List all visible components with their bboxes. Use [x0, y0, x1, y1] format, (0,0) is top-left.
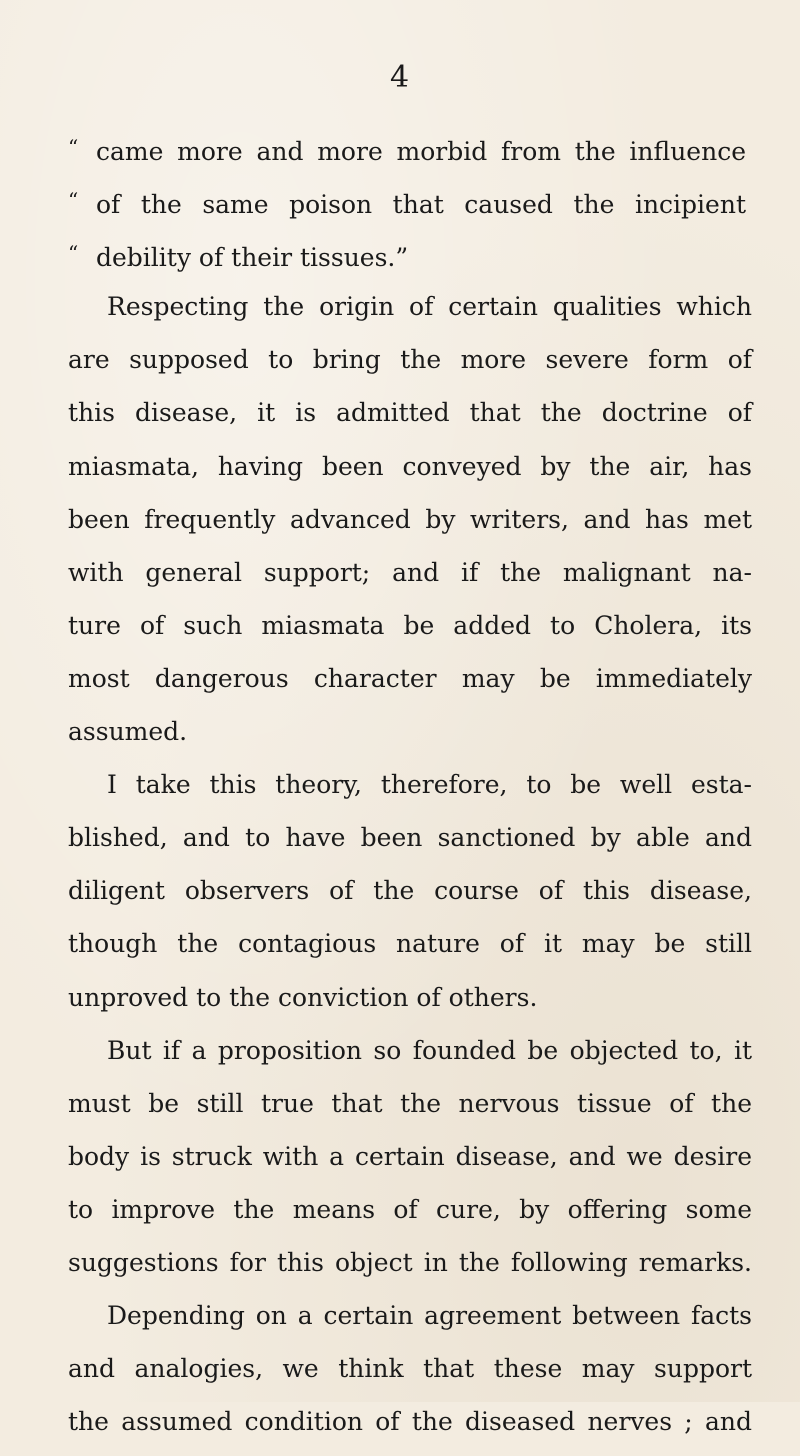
text-line: most dangerous character may be immediately [68, 663, 752, 693]
page-number: 4 [389, 60, 411, 95]
quote-mark: “ [68, 188, 79, 213]
text-line: are supposed to bring the more severe form of [68, 345, 752, 375]
text-line: been frequently advanced by writers, and has met [68, 504, 752, 534]
quote-mark: “ [68, 241, 79, 266]
text-line: blished, and to have been sanctioned by able and [68, 823, 752, 853]
text-line-quote [68, 129, 752, 182]
text-line: Depending on a certain agreement between facts [107, 1301, 752, 1331]
line-text: of the same poison that caused the incipient [96, 190, 746, 220]
text-line: suggestions for this object in the following remarks. [68, 1247, 752, 1277]
text-line-quote [68, 182, 752, 235]
text-line: must be still true that the nervous tissue of the [68, 1088, 752, 1118]
paragraph-end-line: unproved to the conviction of others. [68, 982, 538, 1012]
text-line: ture of such miasmata be added to Cholera, its [68, 610, 752, 640]
text-line: and analogies, we think that these may support [68, 1354, 752, 1384]
line-text: came more and more morbid from the influence [96, 137, 746, 166]
paragraph-start-line: But if a proposition so founded be objected to, it [107, 1035, 752, 1065]
quote-mark: “ [68, 135, 79, 159]
text-line: though the contagious nature of it may be still [68, 929, 752, 959]
paragraph-start-line: I take this theory, therefore, to be well esta- [107, 770, 752, 800]
line-text: debility of their tissues.” [96, 243, 409, 273]
text-line: miasmata, having been conveyed by the air, has [68, 451, 752, 481]
text-line: body is struck with a certain disease, and we desire [68, 1141, 752, 1171]
body-text [68, 129, 752, 1456]
text-line: diligent observers of the course of this disease, [68, 876, 752, 906]
text-line-quote [68, 235, 752, 288]
text-line: the assumed condition of the diseased nerves ; and [68, 1407, 752, 1437]
text-line: to improve the means of cure, by offering some [68, 1194, 752, 1224]
text-line: with general support; and if the malignant na- [68, 557, 752, 587]
paragraph-end-line: assumed. [68, 717, 188, 747]
text-line: this disease, it is admitted that the doctrine of [68, 398, 752, 428]
paragraph-start-line: Respecting the origin of certain qualities which [107, 292, 752, 322]
